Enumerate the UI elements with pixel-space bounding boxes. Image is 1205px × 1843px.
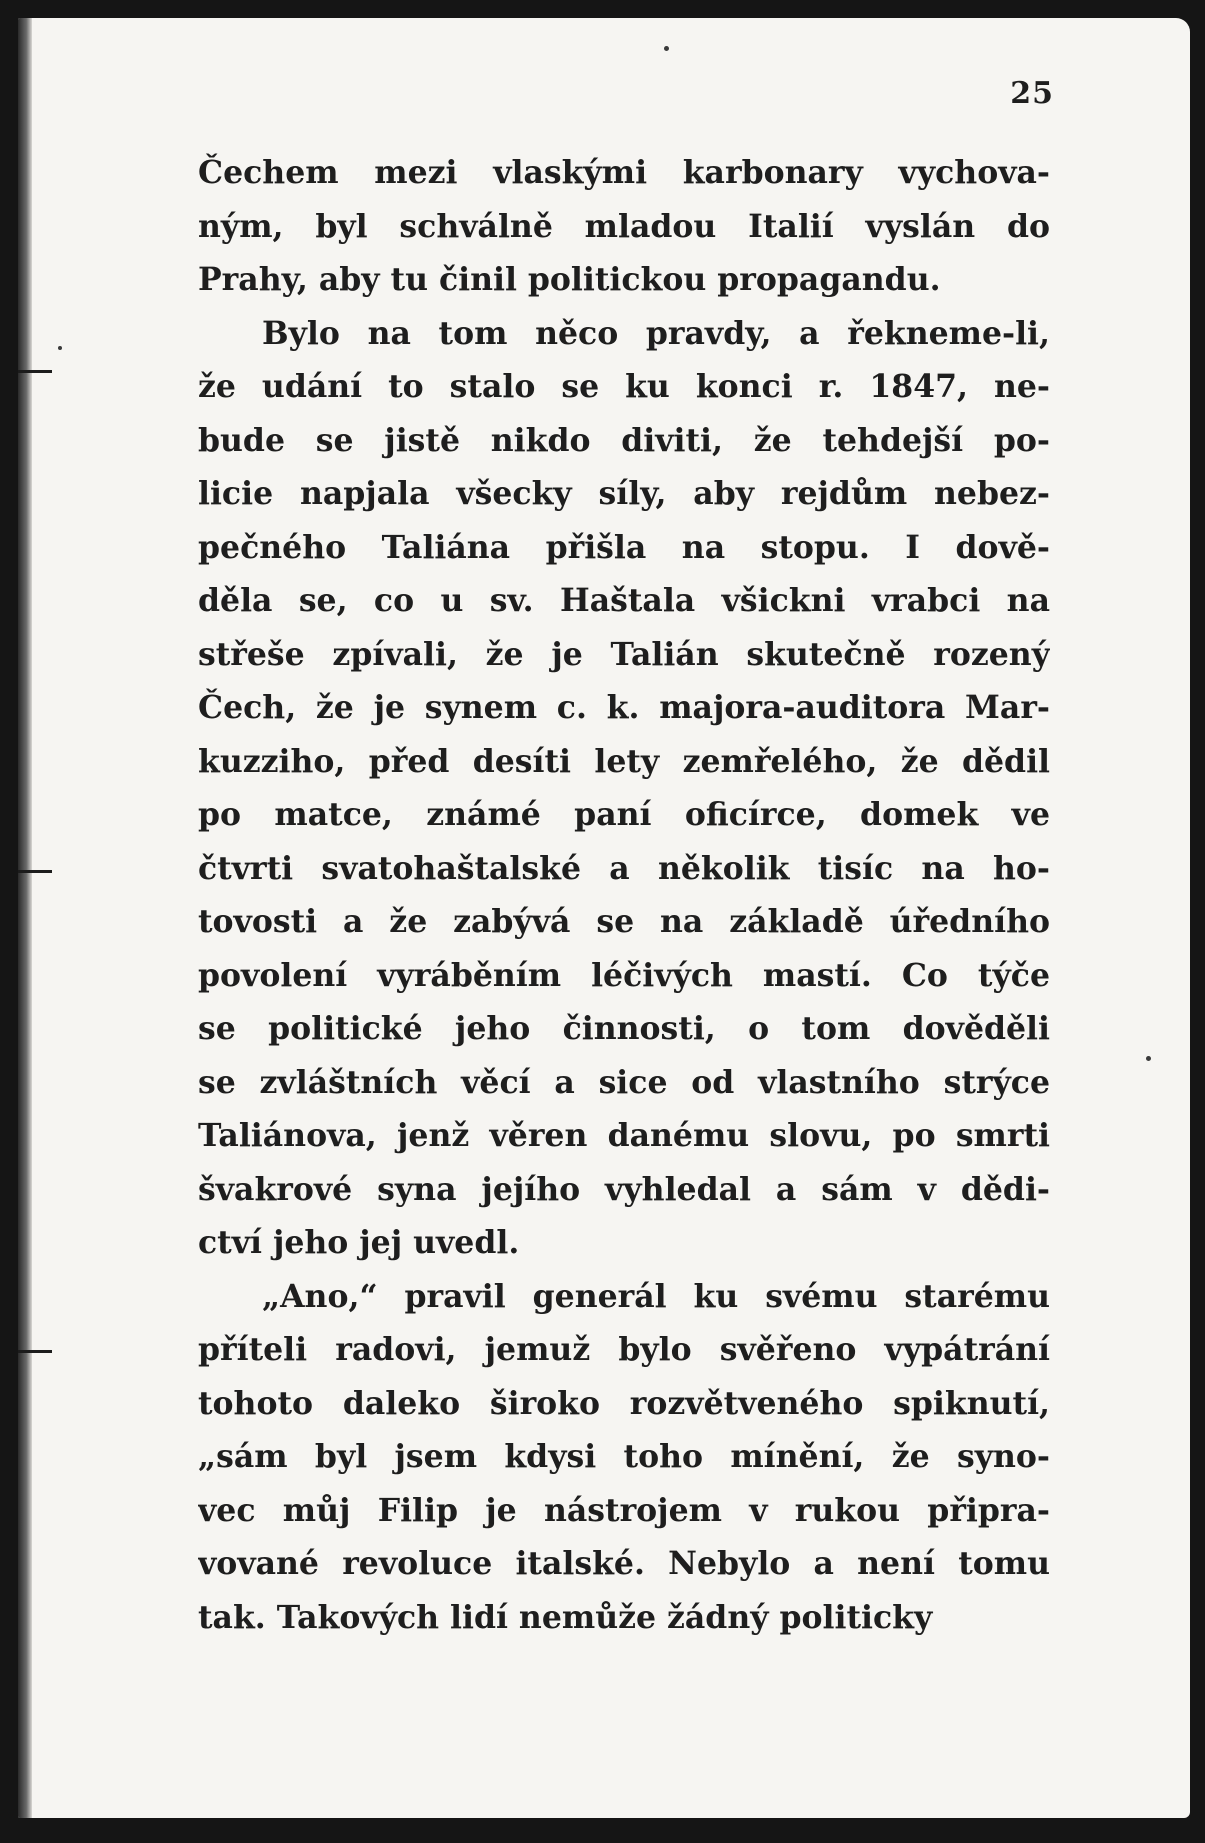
text-line: bude se jistě nikdo diviti, že tehdejší po- — [198, 421, 1050, 459]
binding-mark — [18, 870, 52, 873]
text-line: se politické jeho činnosti, o tom dověděli — [198, 1010, 1050, 1047]
text-line: Čech, že je synem c. k. majora-auditora Mar- — [198, 689, 1050, 726]
text-line: Čechem mezi vlaskými karbonary vychova- — [198, 154, 1050, 191]
binding-mark — [18, 1350, 52, 1353]
paragraph — [198, 146, 1050, 307]
text-line: ným, byl schválně mladou Italií vyslán do — [198, 207, 1050, 245]
print-speck — [58, 346, 62, 350]
text-line: tak. Takových lidí nemůže žádný politicky — [198, 1598, 933, 1636]
text-line: Prahy, aby tu činil politickou propagandu. — [198, 261, 941, 298]
text-line: se zvláštních věcí a sice od vlastního strýce — [198, 1063, 1050, 1101]
text-line: děla se, co u sv. Haštala všickni vrabci na — [198, 582, 1050, 619]
text-line: povolení vyráběním léčivých mastí. Co týče — [198, 956, 1050, 994]
page-number: 25 — [1010, 76, 1054, 111]
text-line: ctví jeho jej uvedl. — [198, 1224, 520, 1261]
body-text — [198, 146, 1050, 1644]
text-line: švakrové syna jejího vyhledal a sám v dědi- — [198, 1170, 1050, 1208]
text-line: kuzziho, před desíti lety zemřelého, že dědil — [198, 742, 1050, 780]
text-line: po matce, známé paní oficírce, domek ve — [198, 796, 1050, 833]
text-line: tohoto daleko široko rozvětveného spiknutí, — [198, 1384, 1050, 1422]
book-page — [18, 18, 1190, 1818]
text-line: licie napjala všecky síly, aby rejdům nebez- — [198, 475, 1050, 512]
text-line: vec můj Filip je nástrojem v rukou připra- — [198, 1491, 1050, 1529]
paragraph — [198, 307, 1050, 1270]
binding-mark — [18, 370, 52, 373]
text-line: čtvrti svatohaštalské a několik tisíc na ho- — [198, 849, 1050, 887]
page-spine-shadow — [18, 18, 32, 1818]
text-line: příteli radovi, jemuž bylo svěřeno vypátrání — [198, 1331, 1050, 1368]
paragraph — [198, 1270, 1050, 1645]
text-line: pečného Taliána přišla na stopu. I dově- — [198, 528, 1050, 566]
print-speck — [664, 46, 669, 51]
paragraph-list — [198, 146, 1050, 1644]
text-line: že udání to stalo se ku konci r. 1847, ne- — [198, 368, 1050, 405]
text-line: vované revoluce italské. Nebylo a není tomu — [198, 1545, 1050, 1582]
text-line: Bylo na tom něco pravdy, a řekneme-li, — [262, 314, 1050, 352]
print-speck — [1146, 1056, 1151, 1061]
text-line: „Ano,“ pravil generál ku svému starému — [262, 1277, 1050, 1315]
text-line: střeše zpívali, že je Talián skutečně rozený — [198, 635, 1050, 673]
text-line: tovosti a že zabývá se na základě úředního — [198, 903, 1050, 940]
text-line: Taliánova, jenž věren danému slovu, po smrti — [198, 1117, 1050, 1154]
text-line: „sám byl jsem kdysi toho mínění, že syno- — [198, 1438, 1050, 1475]
